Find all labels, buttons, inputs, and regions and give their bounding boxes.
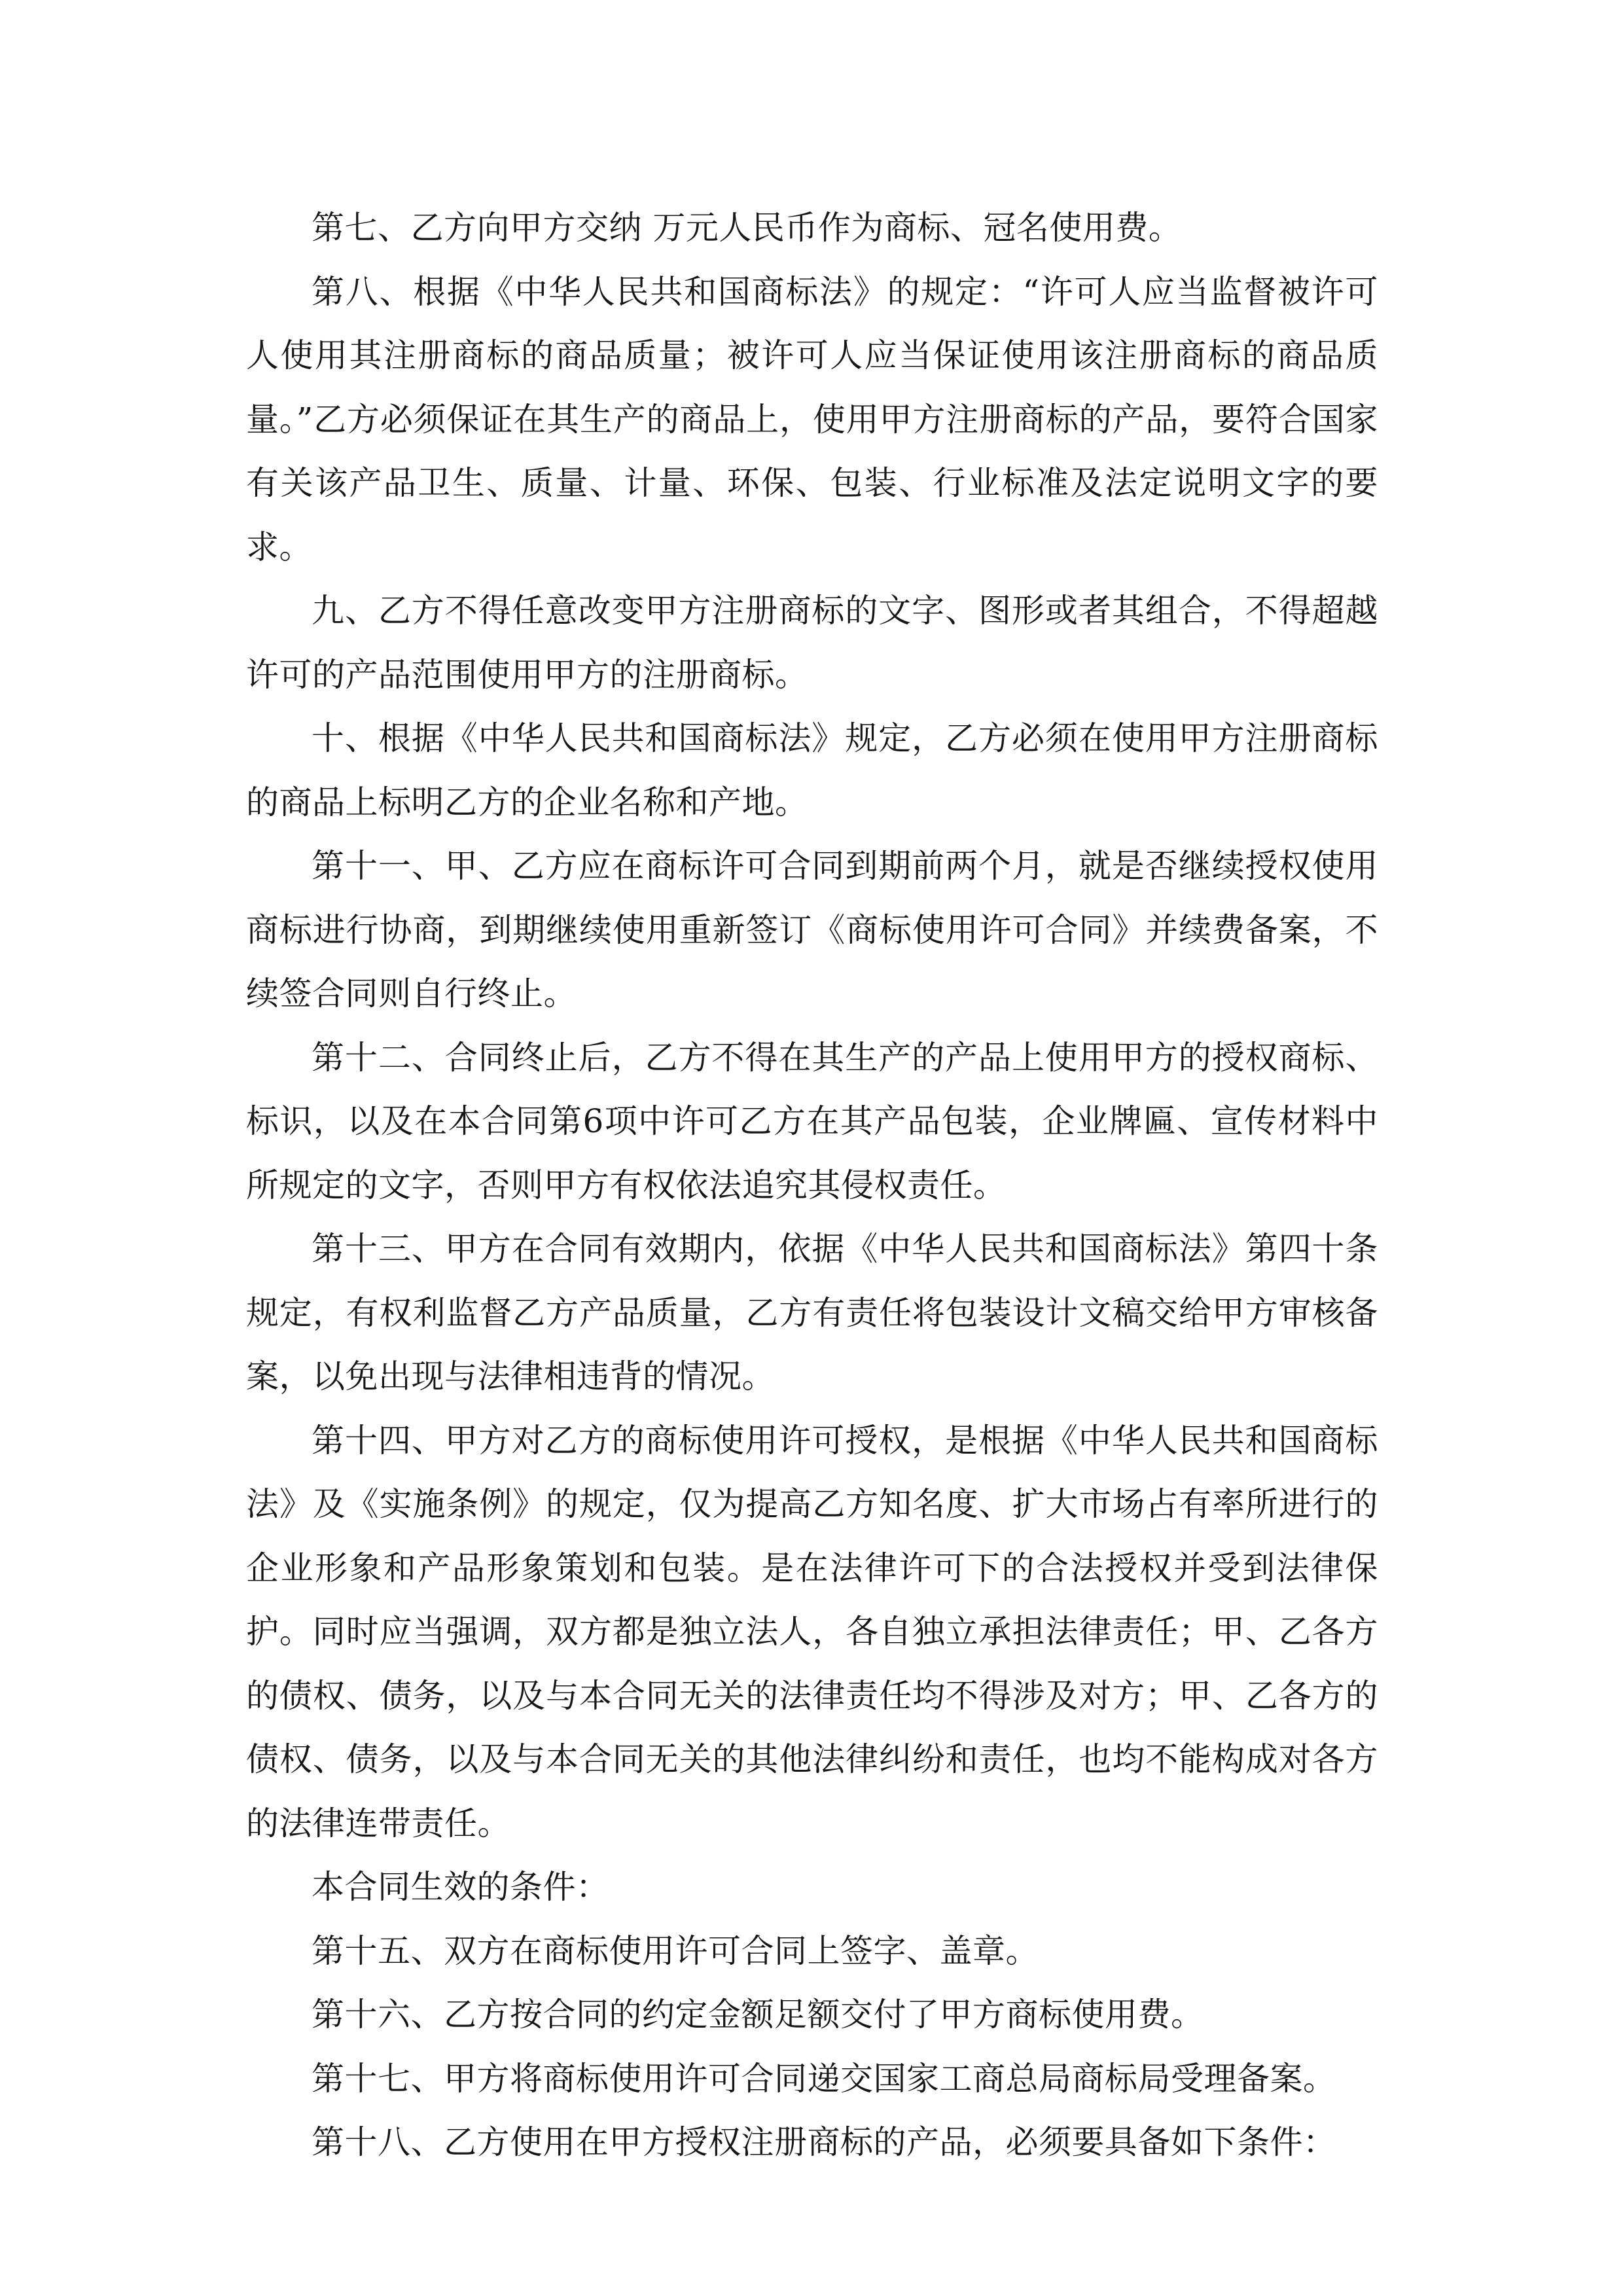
paragraph-clause-16: 第十六、乙方按合同的约定金额足额交付了甲方商标使用费。 [312,1996,1204,2034]
document-body [246,196,1378,2175]
paragraph-clause-11: 第十一、甲、乙方应在商标许可合同到期前两个月，就是否继续授权使用商标进行协商，到期继续使用重新签订《商标使用许可合同》并续费备案，不续签合同则自行终止。 [246,847,1378,1013]
paragraph-clause-8: 第八、根据《中华人民共和国商标法》的规定：“许可人应当监督被许可人使用其注册商标的商品质量；被许可人应当保证使用该注册商标的商品质量。”乙方必须保证在其生产的商品上，使用甲方注册商标的产品，要符合国家有关该产品卫生、质量、计量、环保、包装、行业标准及法定说明文字的要求。 [246,272,1378,566]
paragraph-clause-9: 九、乙方不得任意改变甲方注册商标的文字、图形或者其组合，不得超越许可的产品范围使用甲方的注册商标。 [246,592,1378,694]
paragraph-clause-7: 第七、乙方向甲方交纳 万元人民币作为商标、冠名使用费。 [312,209,1182,247]
paragraph-clause-10: 十、根据《中华人民共和国商标法》规定，乙方必须在使用甲方注册商标的商品上标明乙方的企业名称和产地。 [246,719,1378,821]
paragraph-clause-17: 第十七、甲方将商标使用许可合同递交国家工商总局商标局受理备案。 [312,2059,1336,2098]
paragraph-clause-14: 第十四、甲方对乙方的商标使用许可授权，是根据《中华人民共和国商标法》及《实施条例》的规定，仅为提高乙方知名度、扩大市场占有率所进行的企业形象和产品形象策划和包装。是在法律许可下的合法授权并受到法律保护。同时应当强调，双方都是独立法人，各自独立承担法律责任；甲、乙各方的债权、债务，以及与本合同无关的法律责任均不得涉及对方；甲、乙各方的债权、债务，以及与本合同无关的其他法律纠纷和责任，也均不能构成对各方的法律连带责任。 [246,1421,1378,1842]
paragraph-clause-13: 第十三、甲方在合同有效期内，依据《中华人民共和国商标法》第四十条规定，有权利监督乙方产品质量，乙方有责任将包装设计文稿交给甲方审核备案，以免出现与法律相违背的情况。 [246,1230,1378,1395]
paragraph-clause-12: 第十二、合同终止后，乙方不得在其生产的产品上使用甲方的授权商标、标识，以及在本合同第6项中许可乙方在其产品包装，企业牌匾、宣传材料中所规定的文字，否则甲方有权依法追究其侵权责任。 [246,1038,1378,1204]
paragraph-clause-18: 第十八、乙方使用在甲方授权注册商标的产品，必须要具备如下条件： [312,2123,1336,2161]
paragraph-clause-15: 第十五、双方在商标使用许可合同上签字、盖章。 [312,1931,1039,1970]
paragraph-effective-conditions: 本合同生效的条件： [312,1868,609,1906]
